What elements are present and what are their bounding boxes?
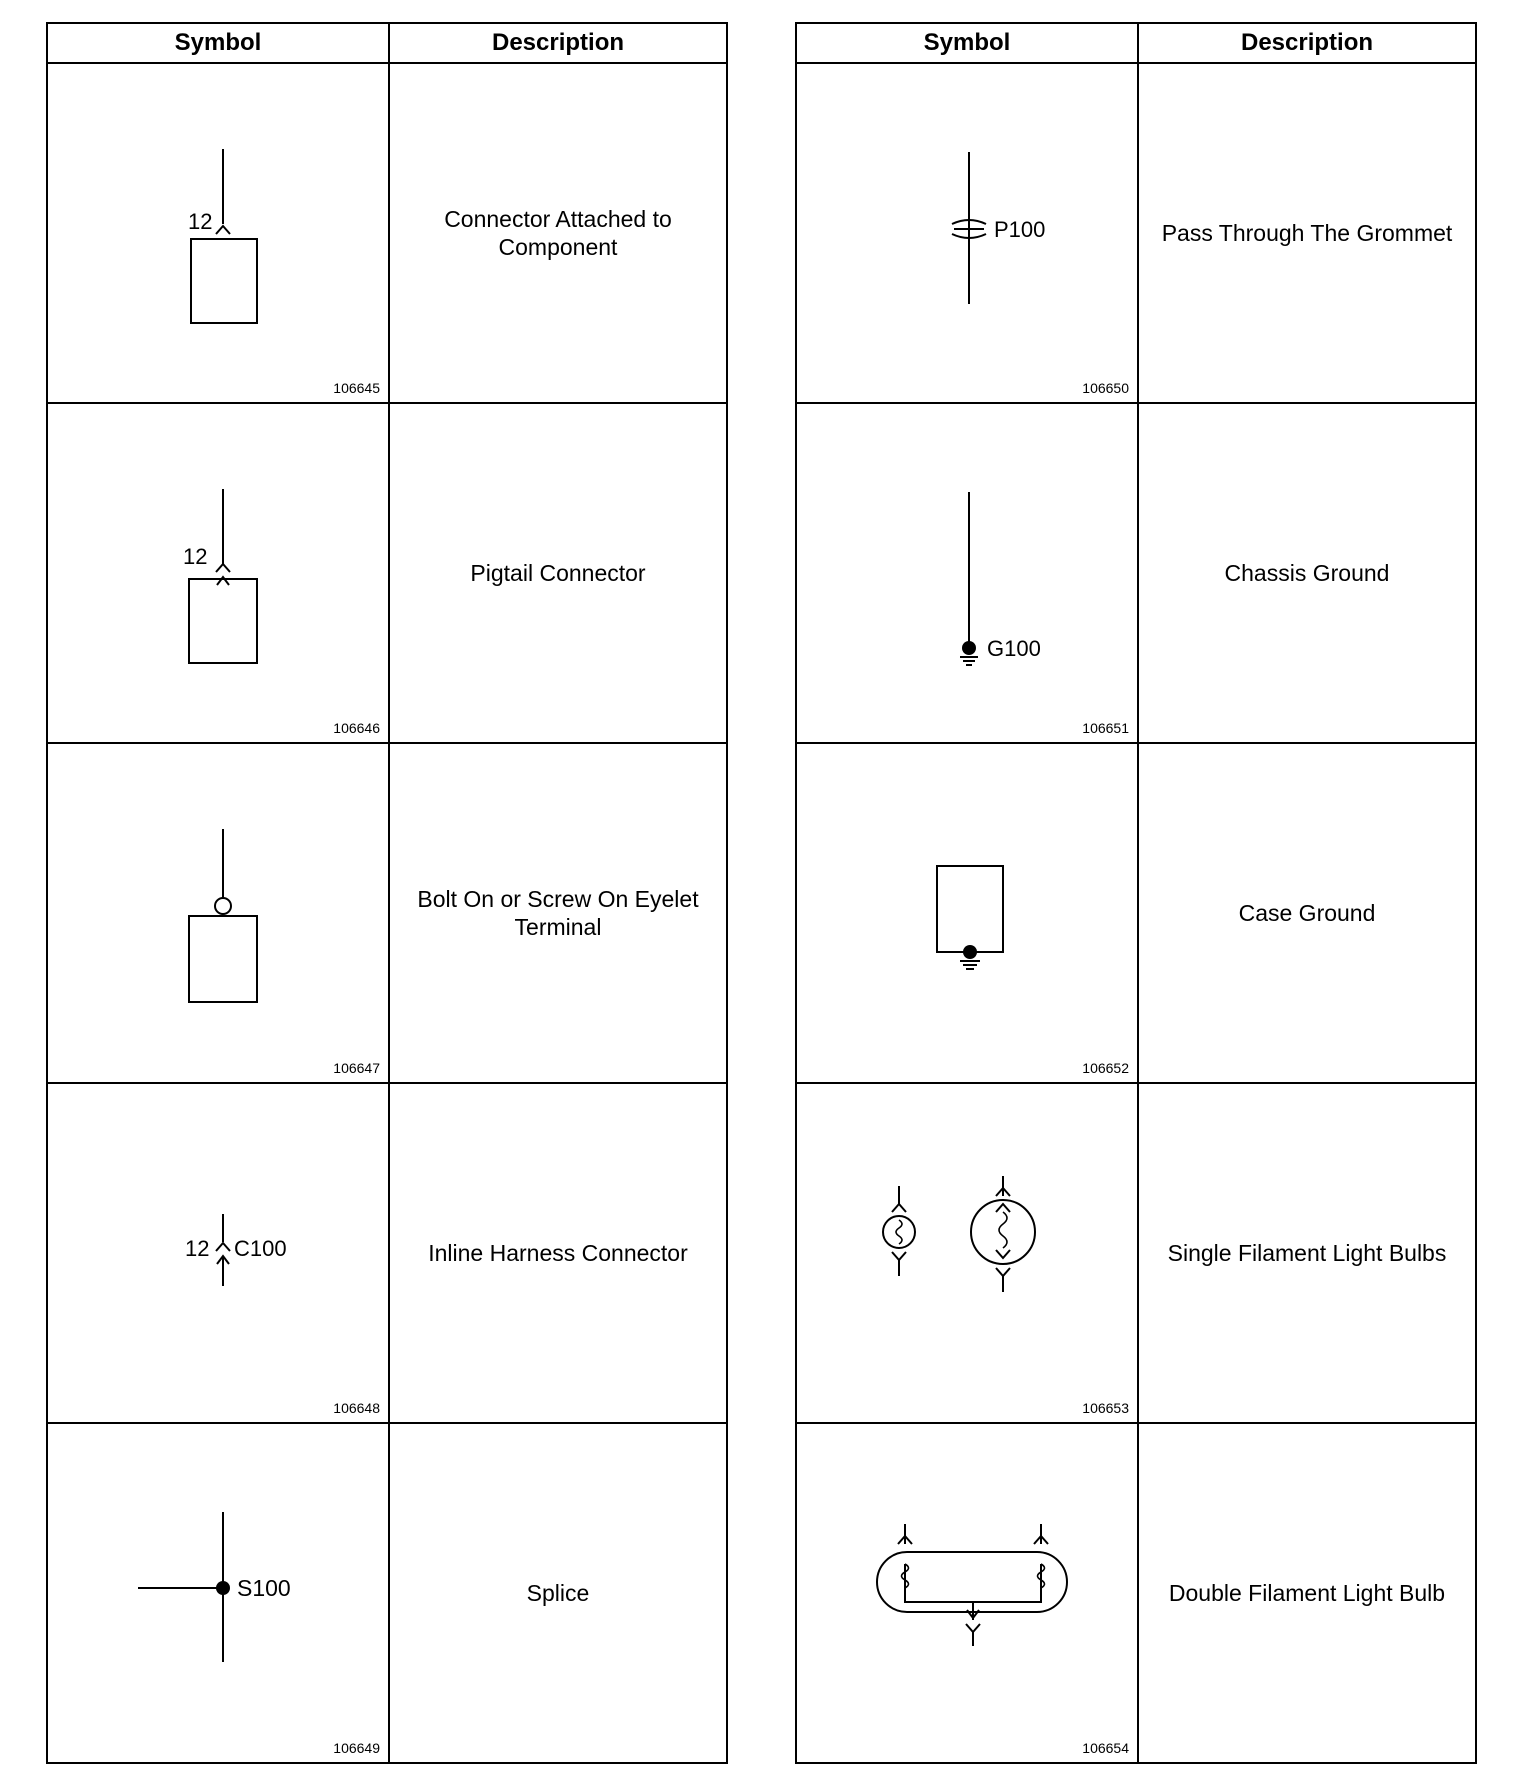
table-row [47,1423,727,1763]
description-text: Double Filament Light Bulb [1138,1423,1476,1763]
table-row [47,743,727,1083]
figure-code: 106653 [1082,1400,1129,1416]
symbols-table-left [46,22,728,1764]
symbol-cell [796,1423,1138,1763]
case-ground-icon [797,744,1139,1082]
splice-icon [48,1424,390,1762]
symbol-cell [796,743,1138,1083]
grommet-icon [797,64,1139,402]
table-row [796,403,1476,743]
figure-code: 106654 [1082,1740,1129,1756]
figure-code: 106652 [1082,1060,1129,1076]
figure-code: 106648 [333,1400,380,1416]
wire-number-label: 12 [185,1236,210,1261]
symbols-table-right [795,22,1477,1764]
figure-code: 106646 [333,720,380,736]
connector-id-label: C100 [234,1236,287,1261]
figure-code: 106651 [1082,720,1129,736]
table-row [796,743,1476,1083]
inline-harness-connector-icon [48,1084,390,1422]
table-row [796,1423,1476,1763]
table-row [796,1083,1476,1423]
symbol-header: Symbol [47,23,389,63]
description-text: Inline Harness Connector [389,1083,727,1423]
figure-code: 106647 [333,1060,380,1076]
pigtail-connector-icon [48,404,390,742]
table-row [796,63,1476,403]
splice-id-label: S100 [237,1575,291,1601]
connector-attached-icon [48,64,390,402]
double-filament-bulb-icon [797,1424,1139,1762]
description-text: Bolt On or Screw On Eyelet Terminal [389,743,727,1083]
description-text: Single Filament Light Bulbs [1138,1083,1476,1423]
description-text: Case Ground [1138,743,1476,1083]
symbol-cell [47,1083,389,1423]
symbol-cell [47,1423,389,1763]
symbol-cell [47,743,389,1083]
figure-code: 106645 [333,380,380,396]
description-header: Description [1138,23,1476,63]
eyelet-terminal-icon [48,744,390,1082]
figure-code: 106649 [333,1740,380,1756]
description-text: Pass Through The Grommet [1138,63,1476,403]
description-header: Description [389,23,727,63]
wire-number-label: 12 [188,209,213,234]
table-row [47,1083,727,1423]
chassis-ground-icon [797,404,1139,742]
symbol-cell [796,403,1138,743]
table-row [47,403,727,743]
symbol-cell [47,403,389,743]
description-text: Connector Attached to Component [389,63,727,403]
single-filament-bulb-icon [797,1084,1139,1422]
symbol-header: Symbol [796,23,1138,63]
figure-code: 106650 [1082,380,1129,396]
symbol-cell [796,1083,1138,1423]
wire-number-label: 12 [183,544,208,569]
ground-id-label: G100 [987,636,1041,661]
symbol-cell [47,63,389,403]
description-text: Chassis Ground [1138,403,1476,743]
grommet-id-label: P100 [994,217,1046,242]
description-text: Pigtail Connector [389,403,727,743]
symbol-cell [796,63,1138,403]
description-text: Splice [389,1423,727,1763]
table-row [47,63,727,403]
